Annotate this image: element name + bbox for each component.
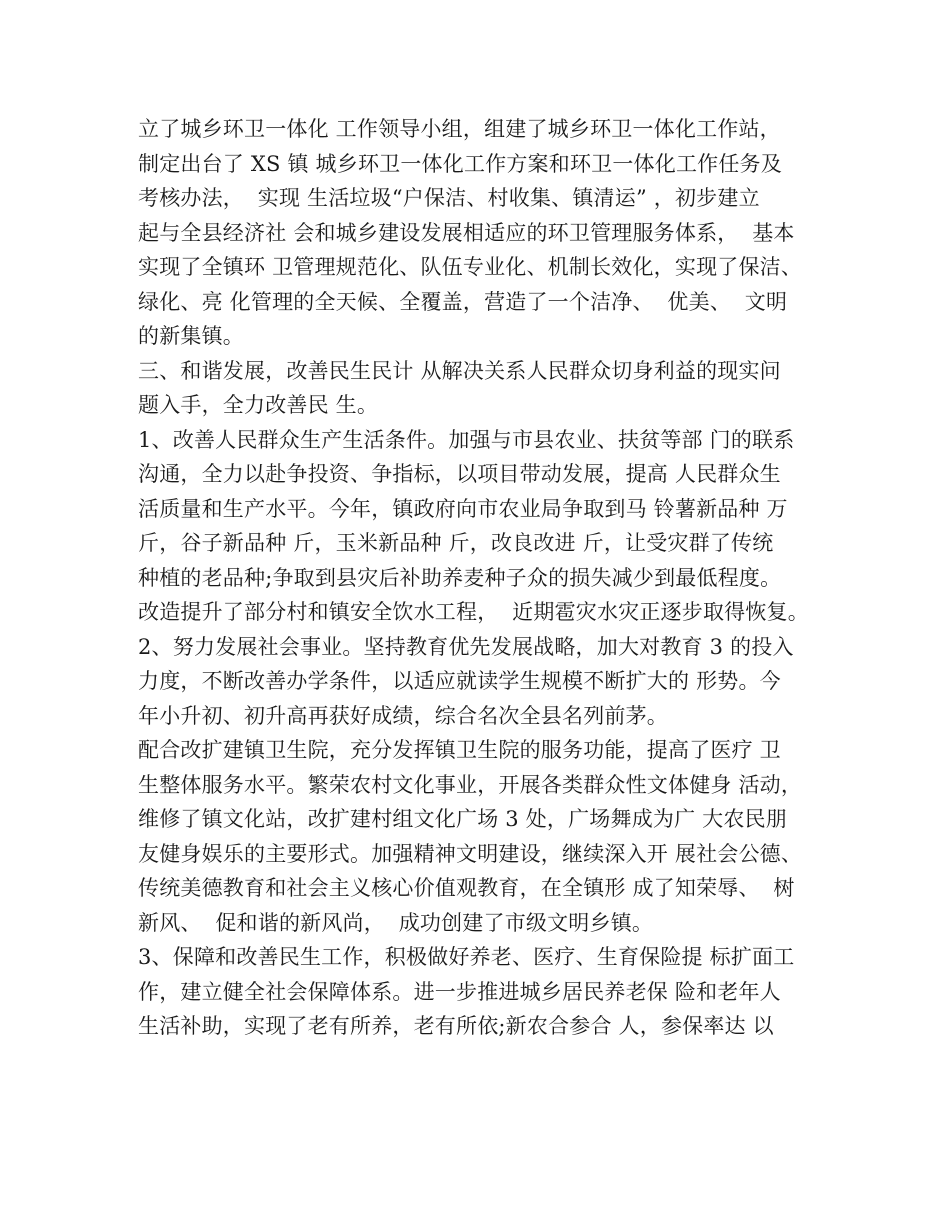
text-line: 沟通，全力以赴争投资、争指标，以项目带动发展，提高 人民群众生	[138, 462, 781, 486]
document-body	[138, 112, 838, 1044]
text-line: 斤，谷子新品种 斤，玉米新品种 斤，改良改进 斤，让受灾群了传统	[138, 531, 774, 555]
text-line: 友健身娱乐的主要形式。加强精神文明建设，继续深入开 展社会公德、	[138, 841, 803, 866]
text-line: 传统美德教育和社会主义核心价值观教育，在全镇形 成了知荣辱、 树	[138, 876, 795, 900]
text-line: 维修了镇文化站，改扩建村组文化广场 3 处，广场舞成为广 大农民朋	[138, 807, 787, 831]
text-line: 生活补助，实现了老有所养，老有所依;新农合参合 人，参保率达 以	[138, 1014, 774, 1038]
text-line: 实现了全镇环 卫管理规范化、队伍专业化、机制长效化，实现了保洁、	[138, 255, 803, 279]
text-line: 生整体服务水平。繁荣农村文化事业，开展各类群众性文体健身 活动，	[138, 772, 803, 797]
text-line: 作，建立健全社会保障体系。进一步推进城乡居民养老保 险和老年人	[138, 979, 781, 1004]
text-line: 活质量和生产水平。今年，镇政府向市农业局争取到马 铃薯新品种 万	[138, 496, 788, 521]
list-item: 2、努力发展社会事业。坚持教育优先发展战略，加大对教育 3 的投入	[138, 634, 794, 659]
text-line: 种植的老品种;争取到县灾后补助养麦种子众的损失减少到最低程度。	[138, 565, 782, 590]
list-item: 1、改善人民群众生产生活条件。加强与市县农业、扶贫等部 门的联系	[138, 427, 795, 452]
text-line: 立了城乡环卫一体化 工作领导小组，组建了城乡环卫一体化工作站，	[138, 117, 781, 141]
text-line: 新风、 促和谐的新风尚， 成功创建了市级文明乡镇。	[138, 910, 654, 935]
text-line: 年小升初、初升高再获好成绩，综合名次全县名列前茅。	[138, 703, 668, 728]
text-line: 改造提升了部分村和镇安全饮水工程， 近期雹灾水灾正逐步取得恢复。	[138, 600, 809, 624]
text-line: 配合改扩建镇卫生院，充分发挥镇卫生院的服务功能，提高了医疗 卫	[138, 738, 781, 762]
text-line: 起与全县经济社 会和城乡建设发展相适应的环卫管理服务体系， 基本	[138, 220, 795, 245]
list-item: 3、保障和改善民生工作，积极做好养老、医疗、生育保险提 标扩面工	[138, 945, 795, 969]
text-line: 的新集镇。	[138, 324, 244, 348]
text-line: 绿化、亮 化管理的全天候、全覆盖，营造了一个洁净、 优美、 文明	[138, 289, 788, 314]
text-line: 力度，不断改善办学条件，以适应就读学生规模不断扩大的 形势。今	[138, 669, 781, 693]
section-heading: 三、和谐发展，改善民生民计 从解决关系人民群众切身利益的现实问	[138, 358, 781, 383]
text-line: 考核办法， 实现 生活垃圾“户保洁、村收集、镇清运” ，初步建立	[138, 186, 760, 210]
text-line: 题入手，全力改善民 生。	[138, 393, 379, 417]
text-line: 制定出台了 XS 镇 城乡环卫一体化工作方案和环卫一体化工作任务及	[138, 151, 782, 176]
